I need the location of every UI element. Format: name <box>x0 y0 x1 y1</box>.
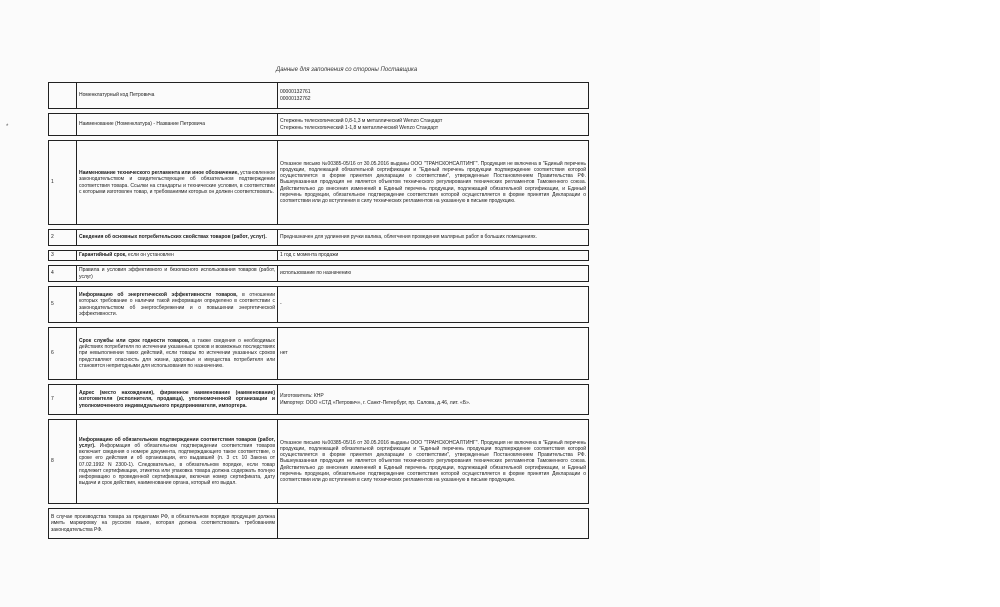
supplier-data-table <box>48 82 589 539</box>
row-value: - <box>278 287 589 323</box>
row-label: Адрес (место нахождения), фирменное наименование (наименование) изготовителя (исполнителя, продавца), уполномоченной организации и уполномоченного индивидуального предпринимателя, импортера. <box>77 385 278 415</box>
row-number <box>49 114 77 136</box>
importer: Импортер: ООО «СТД «Петрович», г. Санкт-Петербург, пр. Салова, д.46, лит. «Б». <box>280 399 471 406</box>
row-label: Сведения об основных потребительских свойствах товаров (работ, услуг). <box>77 230 278 246</box>
manufacturer: Изготовитель: КНР <box>280 393 324 400</box>
row-value <box>278 385 589 415</box>
row-label: Информацию об обязательном подтверждении соответствия товаров (работ, услуг). Информация об обязательном подтверждении соответствия товаров включает сведения о номере документа, подтверждающего такое соответствие, о сроке его действия и об организации, его выдавшей (п. 3 ст. 10 Закона от 07.02.1992 N 2300-1). Следовательно, в обязательном порядке, если товар подлежит сертификации, этикетка или упаковка товара должна содержать полную информацию о проведенной сертификации, включая номер сертификата, дату выдачи и срок действия, наименование органа, который его выдал. <box>77 420 278 504</box>
row-number: 5 <box>49 287 77 323</box>
table-row <box>49 230 589 246</box>
table-row <box>49 509 589 539</box>
row-label: Номенклатурный код Петровича <box>77 83 278 109</box>
row-number: 2 <box>49 230 77 246</box>
scan-mark: * <box>6 124 9 130</box>
table-row <box>49 266 589 282</box>
row-number: 7 <box>49 385 77 415</box>
row-value: Отказное письмо №00385-05/16 от 30.05.2016 выданы ООО "ТРАНСКОНСАЛТИНГ". Продукция не включена в "Единый перечень продукции, подлежащей обязательной сертификации и "Единый перечень продукции подтверждение соответствия которой осуществляется в форме принятия декларации о соответствии", утвержденные Постановлением Правительства РФ. Вышеуказанная продукция не является объектом технического регулирования технических регламентов Таможенного союза. Действительно до внесения изменений в Единый перечень продукции, подлежащей обязательной сертификации, и Единый перечень продукции, обязательное подтверждение соответствия которой осуществляется в форме принятия Декларации о соответствии или до вступления в силу технических регламентов на указанную в письме продукцию. <box>278 420 589 504</box>
row-value: Предназначен для удлинения ручки валика, облегчения проведения малярных работ в больших помещениях. <box>278 230 589 246</box>
row-value: нет <box>278 328 589 380</box>
row-label: Срок службы или срок годности товаров, а также сведения о необходимых действиях потребителя по истечении указанных сроков и возможных последствиях при невыполнении таких действий, если товары по истечении указанных сроков представляют опасность для жизни, здоровья и имущества потребителя или становятся непригодными для использования по назначению. <box>77 328 278 380</box>
footer-note: В случае производства товара за пределами РФ, в обязательном порядке продукция должна иметь маркировку на русском языке, которая должна соответствовать требованиям законодательства РФ. <box>49 509 278 539</box>
page-margin <box>820 0 1000 607</box>
product-code: 00000132761 <box>280 89 311 96</box>
row-label: Наименование технического регламента или иное обозначение, установленное законодательством и свидетельствующее об обязательном подтверждении соответствия товара. Ссылки на стандарты и технические условия, в соответствии с которыми изготовлен товар, и требованиями которых он должен соответствовать. <box>77 141 278 225</box>
table-row <box>49 251 589 261</box>
row-number: 3 <box>49 251 77 261</box>
row-label: Информацию об энергетической эффективности товаров, в отношении которых требование о наличии такой информации определено в соответствии с законодательством об энергосбережении и о повышении энергетической эффективности. <box>77 287 278 323</box>
product-name: Стержень телескопический 1-1,8 м металлический Wenzo Стандарт <box>280 124 439 131</box>
row-number: 1 <box>49 141 77 225</box>
row-label: Правила и условия эффективного и безопасного использования товаров (работ, услуг) <box>77 266 278 282</box>
product-code: 00000132762 <box>280 95 311 102</box>
row-number: 4 <box>49 266 77 282</box>
table-row <box>49 114 589 136</box>
page-title: Данные для заполнения со стороны Поставщика <box>276 67 418 73</box>
row-value <box>278 509 589 539</box>
row-value: Отказное письмо №00385-05/16 от 30.05.2016 выданы ООО "ТРАНСКОНСАЛТИНГ". Продукция не включена в "Единый перечень продукции, подлежащей обязательной сертификации и "Единый перечень продукции подтверждение соответствия которой осуществляется в форме принятия декларации о соответствии", утвержденные Постановлением Правительства РФ. Вышеуказанная продукция не является объектом технического регулирования технических регламентов Таможенного союза. Действительно до внесения изменений в Единый перечень продукции, подлежащей обязательной сертификации, и Единый перечень продукции, обязательное подтверждение соответствия которой осуществляется в форме принятия Декларации о соответствии или до вступления в силу технических регламентов на указанную в письме продукцию. <box>278 141 589 225</box>
row-value: использование по назначению <box>278 266 589 282</box>
table-row <box>49 83 589 109</box>
row-number: 6 <box>49 328 77 380</box>
row-value: 1 год с момента продажи <box>278 251 589 261</box>
row-value <box>278 114 589 136</box>
row-value <box>278 83 589 109</box>
row-label: Наименование (Номенклатура) - Название Петровича <box>77 114 278 136</box>
table-row <box>49 328 589 380</box>
row-number: 8 <box>49 420 77 504</box>
product-name: Стержень телескопический 0,8-1,3 м металлический Wenzo Стандарт <box>280 118 443 125</box>
table-row <box>49 385 589 415</box>
table-row <box>49 141 589 225</box>
row-number <box>49 83 77 109</box>
table-row <box>49 420 589 504</box>
table-row <box>49 287 589 323</box>
row-label: Гарантийный срок, если он установлен <box>77 251 278 261</box>
